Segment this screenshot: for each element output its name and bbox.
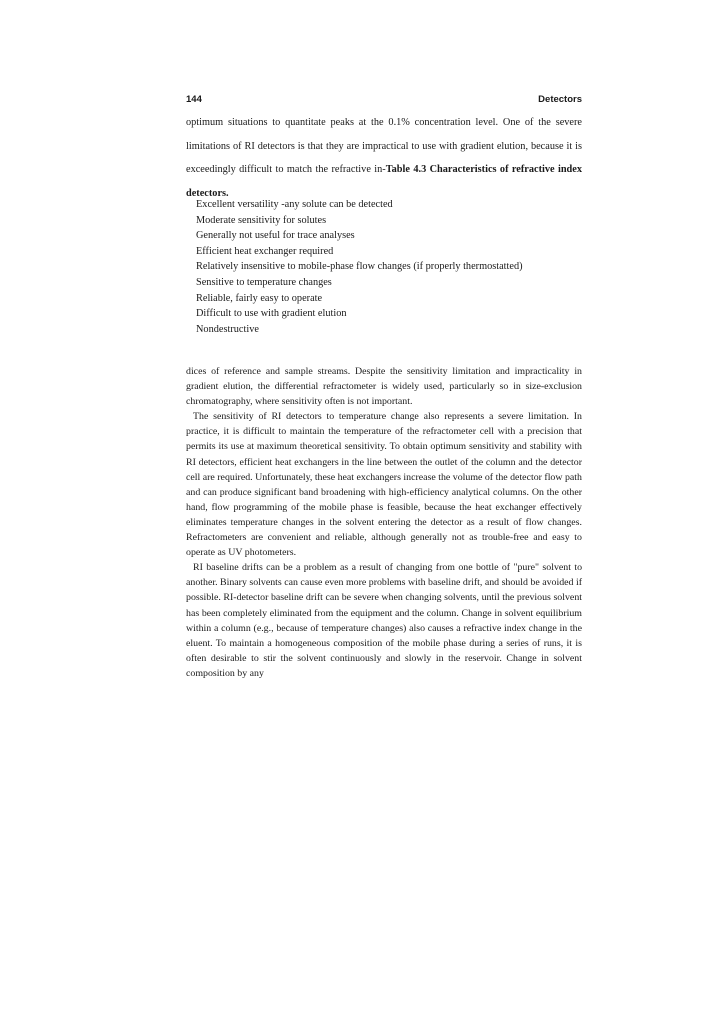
body-text bbox=[186, 364, 582, 681]
table-row: Difficult to use with gradient elution bbox=[196, 308, 347, 320]
characteristics-table bbox=[196, 197, 582, 337]
table-row: Sensitive to temperature changes bbox=[196, 276, 332, 288]
table-row: Reliable, fairly easy to operate bbox=[196, 292, 323, 304]
table-row: Relatively insensitive to mobile-phase flow changes (if properly thermostatted) bbox=[196, 261, 523, 273]
page-number: 144 bbox=[186, 94, 202, 105]
table-row: Efficient heat exchanger required bbox=[196, 245, 334, 257]
table-row: Excellent versatility -any solute can be detected bbox=[196, 199, 393, 210]
body-paragraph: RI baseline drifts can be a problem as a result of changing from one bottle of "pure" solvent to another. Binary solvents can cause even more problems with baseline drift, and should be avoided if possible. RI-detector baseline drift can be severe when changing solvents, until the previous solvent has been completely eliminated from the equipment and the column. Change in solvent equilibrium within a column (e.g., because of temperature changes) also causes a refractive index change in the eluent. To maintain a homogeneous composition of the mobile phase during a series of runs, it is often desirable to stir the solvent continuously and slowly in the reservoir. Change in solvent composition by any bbox=[186, 562, 582, 679]
table-caption: Table 4.3 Characteristics of refractive index detectors. bbox=[186, 164, 583, 199]
intro-paragraph bbox=[186, 111, 582, 205]
body-paragraph: The sensitivity of RI detectors to temperature change also represents a severe limitation. In practice, it is difficult to maintain the temperature of the refractometer cell with a precision that permits its use at maximum theoretical sensitivity. To obtain optimum sensitivity and stability with RI detectors, efficient heat exchangers in the line between the outlet of the column and the detector cell are required. Unfortunately, these heat exchangers increase the volume of the detector flow path and can produce significant band broadening with high-efficiency analytical columns. On the other hand, flow programming of the mobile phase is feasible, because the heat exchanger effectively eliminates temperature changes in the solvent entering the detector as a result of flow changes. Refractometers are convenient and reliable, although generally not as trouble-free and easy to operate as UV photometers. bbox=[186, 411, 582, 559]
table-row: Generally not useful for trace analyses bbox=[196, 230, 355, 242]
body-paragraph: dices of reference and sample streams. Despite the sensitivity limitation and impracticality in gradient elution, the differential refractometer is widely used, particularly so in size-exclusion chromatography, where sensitivity often is not important. bbox=[186, 366, 582, 408]
running-title: Detectors bbox=[538, 94, 582, 105]
table-row: Moderate sensitivity for solutes bbox=[196, 214, 327, 226]
book-page bbox=[186, 0, 582, 1024]
page-header bbox=[186, 94, 582, 108]
intro-text: optimum situations to quantitate peaks at the 0.1% concentration level. One of the severe limitations of RI detectors is that they are impractical to use with gradient elution, because it is exceedingly difficult to match the refractive in- bbox=[186, 117, 582, 175]
table-row: Nondestructive bbox=[196, 323, 259, 335]
